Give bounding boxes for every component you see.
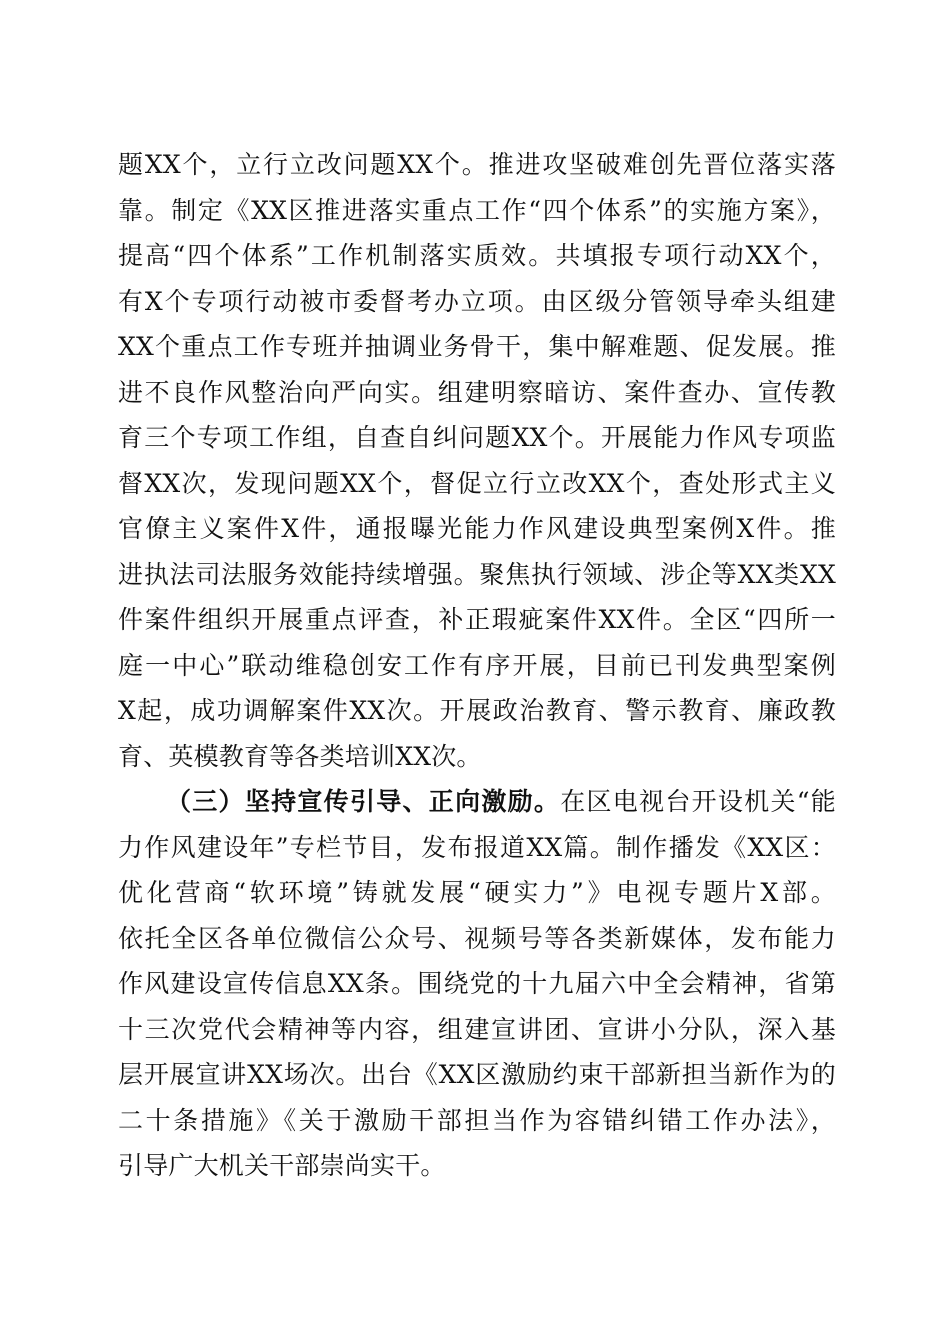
text-line: 十三次党代会精神等内容，组建宣讲团、宣讲小分队，深入基 (118, 1014, 836, 1044)
text-line: 件案件组织开展重点评查，补正瑕疵案件XX件。全区“四所一 (118, 605, 836, 634)
text-line: 层开展宣讲XX场次。出台《XX区激励约束干部新担当新作为的 (118, 1060, 836, 1089)
text-line: 庭一中心”联动维稳创安工作有序开展，目前已刊发典型案例 (118, 650, 836, 680)
paragraph-2 (118, 779, 836, 1189)
text-line: 靠。制定《XX区推进落实重点工作“四个体系”的实施方案》， (118, 195, 836, 225)
section-first-line-text: 在区电视台开设机关“能 (560, 787, 836, 816)
document-body (118, 142, 836, 1189)
paragraph-1 (118, 142, 836, 779)
section-first-line (118, 779, 836, 825)
text-line: 作风建设宣传信息XX条。围绕党的十九届六中全会精神，省第 (118, 969, 836, 998)
text-line: 依托全区各单位微信公众号、视频号等各类新媒体，发布能力 (118, 923, 836, 953)
text-line: 进不良作风整治向严向实。组建明察暗访、案件查办、宣传教 (118, 377, 836, 407)
text-line: 进执法司法服务效能持续增强。聚焦执行领域、涉企等XX类XX (118, 559, 836, 589)
text-line: 题XX个，立行立改问题XX个。推进攻坚破难创先晋位落实落 (118, 150, 836, 179)
text-line: X起，成功调解案件XX次。开展政治教育、警示教育、廉政教 (118, 696, 836, 725)
text-line: XX个重点工作专班并抽调业务骨干，集中解难题、促发展。推 (118, 332, 836, 361)
text-line: 提高“四个体系”工作机制落实质效。共填报专项行动XX个， (118, 241, 836, 270)
text-line: 官僚主义案件X件，通报曝光能力作风建设典型案例X件。推 (118, 514, 836, 543)
text-line: 力作风建设年”专栏节目，发布报道XX篇。制作播发《XX区： (118, 832, 836, 862)
text-line: 有X个专项行动被市委督考办立项。由区级分管领导牵头组建 (118, 286, 836, 316)
text-line: 督XX次，发现问题XX个，督促立行立改XX个，查处形式主义 (118, 468, 836, 498)
text-line: 二十条措施》《关于激励干部担当作为容错纠错工作办法》， (118, 1105, 836, 1135)
text-line: 引导广大机关干部崇尚实干。 (118, 1151, 446, 1180)
section-heading: （三）坚持宣传引导、正向激励。 (166, 787, 561, 816)
text-line: 育、英模教育等各类培训XX次。 (118, 741, 482, 771)
text-line: 优化营商“软环境”铸就发展“硬实力”》电视专题片X部。 (118, 878, 836, 907)
text-line: 育三个专项工作组，自查自纠问题XX个。开展能力作风专项监 (118, 423, 836, 452)
